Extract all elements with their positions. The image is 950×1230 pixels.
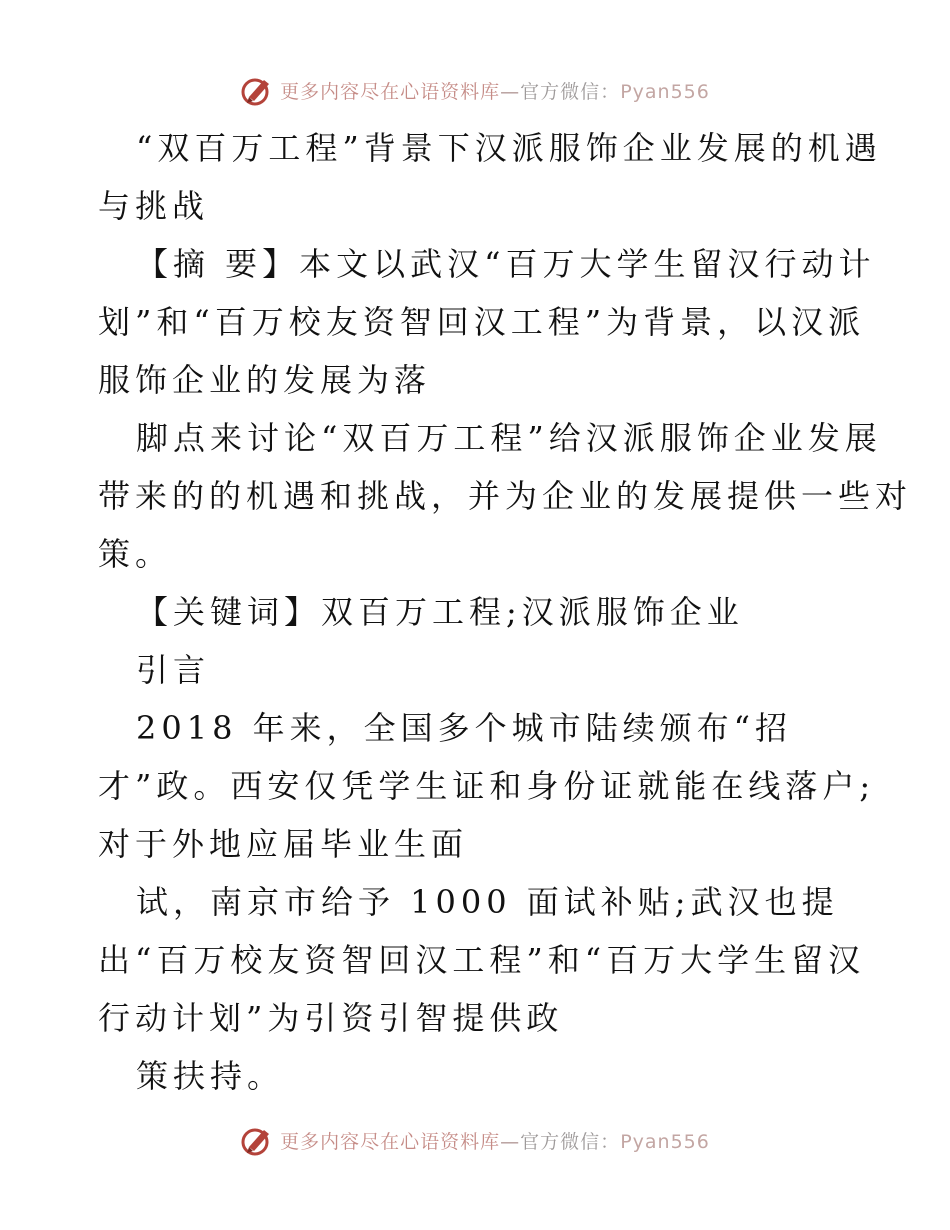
pen-logo-icon: [240, 1123, 274, 1157]
document-title-line-2: 与挑战: [98, 187, 210, 225]
document-title-line-1: “双百万工程”背景下汉派服饰企业发展的机遇: [136, 129, 882, 167]
footer-watermark-banner: [0, 1120, 950, 1160]
paragraph-line-1: 2018 年来，全国多个城市陆续颁布“招: [136, 709, 792, 747]
abstract-line-3: 服饰企业的发展为落: [98, 361, 432, 399]
abstract-line-2: 划”和“百万校友资智回汉工程”为背景，以汉派: [98, 303, 866, 341]
header-watermark-text: 更多内容尽在心语资料库—官方微信：Pyan556: [280, 80, 710, 103]
footer-watermark-text: 更多内容尽在心语资料库—官方微信：Pyan556: [280, 1130, 710, 1153]
paragraph-line-7: 策扶持。: [136, 1057, 285, 1095]
abstract-line-1: 【摘 要】本文以武汉“百万大学生留汉行动计: [136, 245, 876, 283]
paragraph-line-4: 试，南京市给予 1000 面试补贴;武汉也提: [136, 883, 839, 921]
section-heading-intro: 引言: [136, 651, 211, 689]
paragraph-line-2: 才”政。西安仅凭学生证和身份证就能在线落户;: [98, 767, 876, 805]
header-watermark-banner: [0, 70, 950, 110]
abstract-line-4: 脚点来讨论“双百万工程”给汉派服饰企业发展: [136, 419, 882, 457]
paragraph-line-5: 出“百万校友资智回汉工程”和“百万大学生留汉: [98, 941, 866, 979]
abstract-line-5: 带来的的机遇和挑战，并为企业的发展提供一些对: [98, 477, 913, 515]
paragraph-line-6: 行动计划”为引资引智提供政: [98, 999, 564, 1037]
abstract-line-6: 策。: [98, 535, 173, 573]
paragraph-line-3: 对于外地应届毕业生面: [98, 825, 469, 863]
pen-logo-icon: [240, 73, 274, 107]
keywords-line: 【关键词】双百万工程;汉派服饰企业: [136, 593, 744, 631]
